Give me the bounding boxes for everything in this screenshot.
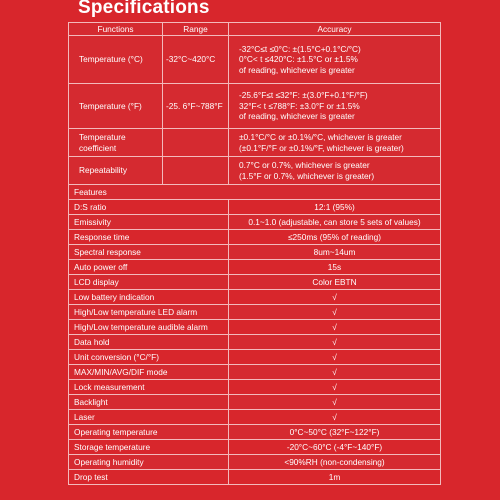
feature-row [69, 305, 441, 320]
feature-name: High/Low temperature audible alarm [69, 320, 229, 335]
feature-value: 0.1~1.0 (adjustable, can store 5 sets of values) [229, 215, 441, 230]
page-title: Specifications [78, 0, 210, 18]
spec-table-features [68, 184, 441, 485]
feature-name: Drop test [69, 470, 229, 485]
feature-value: ≤250ms (95% of reading) [229, 230, 441, 245]
header-range: Range [163, 23, 229, 36]
accuracy-line: (1.5°F or 0.7%, whichever is greater) [239, 170, 375, 181]
feature-row [69, 260, 441, 275]
feature-row [69, 230, 441, 245]
spec-row-temperature-coefficient [69, 129, 441, 157]
feature-name: Operating humidity [69, 455, 229, 470]
feature-value: 12:1 (95%) [229, 200, 441, 215]
accuracy-line: -32°C≤t ≤0°C: ±(1.5°C+0.1°C/°C) [239, 43, 361, 54]
feature-row [69, 200, 441, 215]
feature-row [69, 380, 441, 395]
feature-row [69, 335, 441, 350]
spec-accuracy [229, 157, 441, 185]
accuracy-line: 32°F< t ≤788°F: ±3.0°F or ±1.5% [239, 100, 360, 111]
features-body [69, 200, 441, 485]
feature-row [69, 275, 441, 290]
feature-row [69, 245, 441, 260]
feature-name: Emissivity [69, 215, 229, 230]
feature-row [69, 410, 441, 425]
spec-range [163, 129, 229, 157]
spec-row-temperature-c [69, 36, 441, 84]
feature-value: √ [229, 395, 441, 410]
accuracy-line: 0°C< t ≤420°C: ±1.5°C or ±1.5% [239, 54, 358, 65]
accuracy-line: (±0.1°F/°F or ±0.1%/°F, whichever is greater) [239, 142, 404, 153]
spec-function: Repeatability [69, 157, 163, 185]
accuracy-line: ±0.1°C/°C or ±0.1%/°C, whichever is greater [239, 132, 402, 142]
feature-row [69, 290, 441, 305]
feature-name: Storage temperature [69, 440, 229, 455]
feature-name: MAX/MIN/AVG/DIF mode [69, 365, 229, 380]
feature-value: √ [229, 380, 441, 395]
feature-name: Data hold [69, 335, 229, 350]
feature-value: 1m [229, 470, 441, 485]
spec-range: -25. 6°F~788°F [163, 84, 229, 129]
feature-row [69, 320, 441, 335]
feature-value: <90%RH (non-condensing) [229, 455, 441, 470]
feature-value: 15s [229, 260, 441, 275]
feature-value: √ [229, 365, 441, 380]
feature-value: √ [229, 335, 441, 350]
spec-row-temperature-f [69, 84, 441, 129]
spec-function [69, 129, 163, 157]
spec-range: -32°C~420°C [163, 36, 229, 84]
feature-name: Laser [69, 410, 229, 425]
spec-accuracy [229, 84, 441, 129]
feature-value: √ [229, 290, 441, 305]
feature-name: D:S ratio [69, 200, 229, 215]
feature-name: Lock measurement [69, 380, 229, 395]
feature-value: √ [229, 320, 441, 335]
feature-name: Low battery indication [69, 290, 229, 305]
feature-name: Operating temperature [69, 425, 229, 440]
accuracy-line: 0.7°C or 0.7%, whichever is greater [239, 160, 370, 170]
spec-function: Temperature (°C) [69, 36, 163, 84]
spec-range [163, 157, 229, 185]
header-row [69, 23, 441, 36]
feature-row [69, 470, 441, 485]
feature-value: 8um~14um [229, 245, 441, 260]
feature-row [69, 440, 441, 455]
spec-row-repeatability [69, 157, 441, 185]
function-line: Temperature [79, 132, 126, 142]
spec-accuracy [229, 129, 441, 157]
spec-table-upper [68, 22, 441, 185]
feature-value: √ [229, 410, 441, 425]
features-header-row [69, 185, 441, 200]
spec-accuracy [229, 36, 441, 84]
feature-name: Response time [69, 230, 229, 245]
feature-row [69, 395, 441, 410]
accuracy-line: of reading, whichever is greater [239, 64, 355, 75]
feature-value: √ [229, 350, 441, 365]
feature-name: Unit conversion (°C/°F) [69, 350, 229, 365]
feature-name: Auto power off [69, 260, 229, 275]
spec-table-wrapper [68, 22, 440, 485]
feature-value: √ [229, 305, 441, 320]
feature-row [69, 365, 441, 380]
feature-row [69, 215, 441, 230]
spec-function: Temperature (°F) [69, 84, 163, 129]
feature-name: Backlight [69, 395, 229, 410]
feature-name: High/Low temperature LED alarm [69, 305, 229, 320]
accuracy-line: -25.6°F≤t ≤32°F: ±(3.0°F+0.1°F/°F) [239, 90, 368, 101]
feature-row [69, 350, 441, 365]
features-label: Features [69, 185, 441, 200]
feature-value: 0°C~50°C (32°F~122°F) [229, 425, 441, 440]
feature-name: LCD display [69, 275, 229, 290]
feature-value: Color EBTN [229, 275, 441, 290]
feature-name: Spectral response [69, 245, 229, 260]
accuracy-line: of reading, whichever is greater [239, 111, 355, 122]
header-accuracy: Accuracy [229, 23, 441, 36]
feature-row [69, 425, 441, 440]
header-functions: Functions [69, 23, 163, 36]
feature-value: -20°C~60°C (-4°F~140°F) [229, 440, 441, 455]
function-line: coefficient [79, 142, 117, 153]
feature-row [69, 455, 441, 470]
